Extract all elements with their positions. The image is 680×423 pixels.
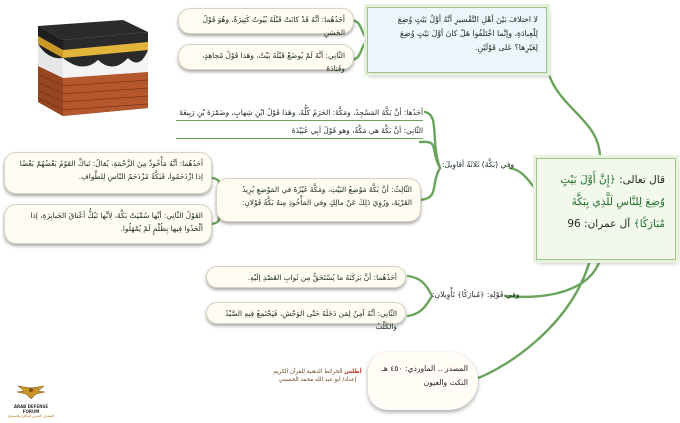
credit-line-1: الخرائط الذهنية للقرآن الكريم <box>273 369 343 375</box>
verse-reference: آل عمران: 96 <box>567 218 631 230</box>
credit-brand: أطلس <box>344 369 362 375</box>
credit-text <box>270 368 365 384</box>
verse-prefix: قال تعالى: <box>619 174 665 186</box>
eagle-icon <box>16 384 46 400</box>
verse-text: ﴿إِنَّ أَوَّلَ بَيْتٍ وُضِعَ لِلنَّاسِ لَلَّذِي بِبَكَّةَ مُبَارَكًا﴾ <box>560 174 665 230</box>
mubarak-meaning-2: الثّانِي: أنَّهُ آمِنٌ لِمَن دَخَلَهُ حَتّى الوَحْشِ، فَيَجْتَمِعُ فِيهِ الصَّيْدُ والكَلْبُ <box>206 302 406 324</box>
kaaba-icon <box>28 16 153 126</box>
credit-line-2: إعداد/ أبو عبد الله محمد الحسيني <box>278 377 357 383</box>
source-line-2: النكت والعيون <box>423 378 468 387</box>
logo-text-en: ARAB DEFENSE FORUM <box>13 404 49 414</box>
bakkah-opinion-1: أحَدُها: أنَّ بَكَّةَ المَسْجِدُ، ومَكَّةَ: الحَرَمُ كُلُّهُ، وهَذا قَوْلُ ابْنِ شِهابٍ، وضَمْرَةَ بْنِ رَبِيعَةَ <box>176 106 423 121</box>
bakkah-derivation-2: القَوْلُ الثّانِي: أنَّها سُمِّيَتْ بَكَّةَ، لِأنَّها تَبُكُّ أعْناقَ الجَبابِرَةِ، إذا ألْحَدُوا فِيها بِظُلْمٍ لَمْ يُمْهَلُوا. <box>4 204 212 244</box>
forum-logo <box>6 384 56 420</box>
intro-opinion-2: الثّانِي: أنَّهُ لَمْ يُوضَعْ قَبْلَهُ بَيْتٌ، وهَذا قَوْلُ مُجاهِدٍ، وقَتادَةَ <box>178 44 354 70</box>
source-box <box>368 352 478 410</box>
mubarak-label: وفي قَوْلِهِ: ﴿مُبارَكًا﴾ تَأْوِيلانِ: <box>432 290 520 299</box>
main-verse-box <box>536 158 676 260</box>
intro-box <box>367 7 547 73</box>
intro-opinion-1: أحَدُهُما: أنَّهُ قَدْ كانَتْ قَبْلَهُ بُيُوتٌ كَثِيرَةٌ، وهُوَ قَوْلُ الحَسَنِ <box>178 8 354 34</box>
logo-text-ar: المنتدى العربي للدفاع والتسليح <box>7 414 55 418</box>
bakkah-derivation-1: أحَدُهُما: أنَّهُ مَأْخُوذٌ مِنَ الزَّحْمَةِ، يُقالُ: تَباكَّ القَوْمُ بَعْضُهُمْ بَعْضًا إذا ازْدَحَمُوا، فَبَكَّةُ مُزْدَحَمُ النّاسِ لِلطَّوافِ. <box>4 152 212 194</box>
bakkah-opinion-3: الثّالِثُ: أنَّ بَكَّةَ مَوْضِعُ البَيْتِ، ومَكَّةَ غَيْرُهُ في المَوْضِعِ يُرِيدُ القَرْيَةَ، ورُوِيَ ذَلِكَ عَنْ مالِكٍ وفي المَأْخُوذِ مِنهُ بَكَّةُ قَوْلانِ: <box>216 178 421 222</box>
bakkah-label: وفي (بَكَّةَ) ثَلاثَةُ أقاوِيلَ: <box>442 160 515 169</box>
bakkah-opinion-1-2 <box>172 104 427 148</box>
bakkah-opinion-2: الثّانِي: أنَّ بَكَّةَ هي مَكَّةُ، وهو قَوْلُ أبِي عُبَيْدَةَ <box>176 124 423 139</box>
mubarak-meaning-1: أحَدُهُما: أنَّ بَرَكَتَهُ ما يُسْتَحَقُّ مِن ثَوابِ القَصْدِ إلَيْهِ. <box>206 266 406 288</box>
intro-text: لا اختلافَ بَيْنَ أهْلِ التَّفْسيرِ أنَّهُ أوَّلُ بَيْتٍ وُضِعَ لِلْعِبادَةِ، وإنَّما اخْتَلَفُوا هَلْ كانَ أوَّلَ بَيْتٍ وُضِعَ لِغَيْرِها؟ عَلى قَوْلَيْنِ. <box>397 15 538 52</box>
source-line-1: المصدر .. الماوردي: ٤٥٠ هـ <box>381 364 468 373</box>
